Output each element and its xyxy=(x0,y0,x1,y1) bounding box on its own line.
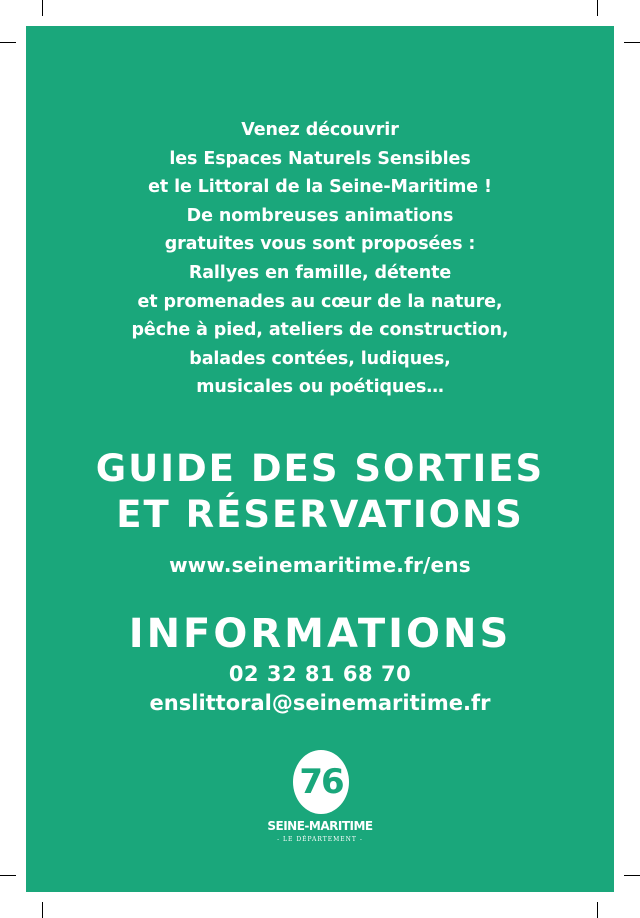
crop-mark xyxy=(42,902,43,918)
info-heading: INFORMATIONS xyxy=(128,611,512,657)
intro-text xyxy=(26,116,614,402)
info-phone: 02 32 81 68 70 xyxy=(228,662,412,686)
info-email-link[interactable]: enslittoral@seinemaritime.fr xyxy=(149,691,491,715)
logo-badge: 76 xyxy=(293,750,349,814)
intro-line: De nombreuses animations xyxy=(186,205,454,226)
intro-line: Venez découvrir xyxy=(241,120,399,140)
intro-line: les Espaces Naturels Sensibles xyxy=(169,148,471,169)
crop-mark xyxy=(624,42,640,43)
guide-heading xyxy=(26,446,614,538)
crop-mark xyxy=(0,42,16,43)
crop-mark xyxy=(597,902,598,918)
crop-mark xyxy=(42,0,43,16)
intro-line: balades contées, ludiques, xyxy=(189,348,451,369)
crop-mark xyxy=(597,0,598,16)
logo-subtitle: - LE DÉPARTEMENT - xyxy=(277,836,363,843)
guide-title-line1: GUIDE DES SORTIES xyxy=(95,447,545,490)
intro-line: et le Littoral de la Seine-Maritime ! xyxy=(148,177,492,198)
crop-mark xyxy=(624,875,640,876)
guide-title-line2: ET RÉSERVATIONS xyxy=(116,493,524,536)
crop-mark xyxy=(0,875,16,876)
intro-line: et promenades au cœur de la nature, xyxy=(137,291,503,312)
intro-line: Rallyes en famille, détente xyxy=(188,262,452,283)
guide-url-link[interactable]: www.seinemaritime.fr/ens xyxy=(169,553,471,577)
intro-line: gratuites vous sont proposées : xyxy=(164,234,476,255)
department-logo xyxy=(258,750,382,850)
logo-name: SEINE-MARITIME xyxy=(267,819,373,833)
intro-line: musicales ou poétiques… xyxy=(196,377,444,398)
intro-line: pêche à pied, ateliers de construction, xyxy=(131,320,509,341)
flyer-page xyxy=(26,26,614,892)
